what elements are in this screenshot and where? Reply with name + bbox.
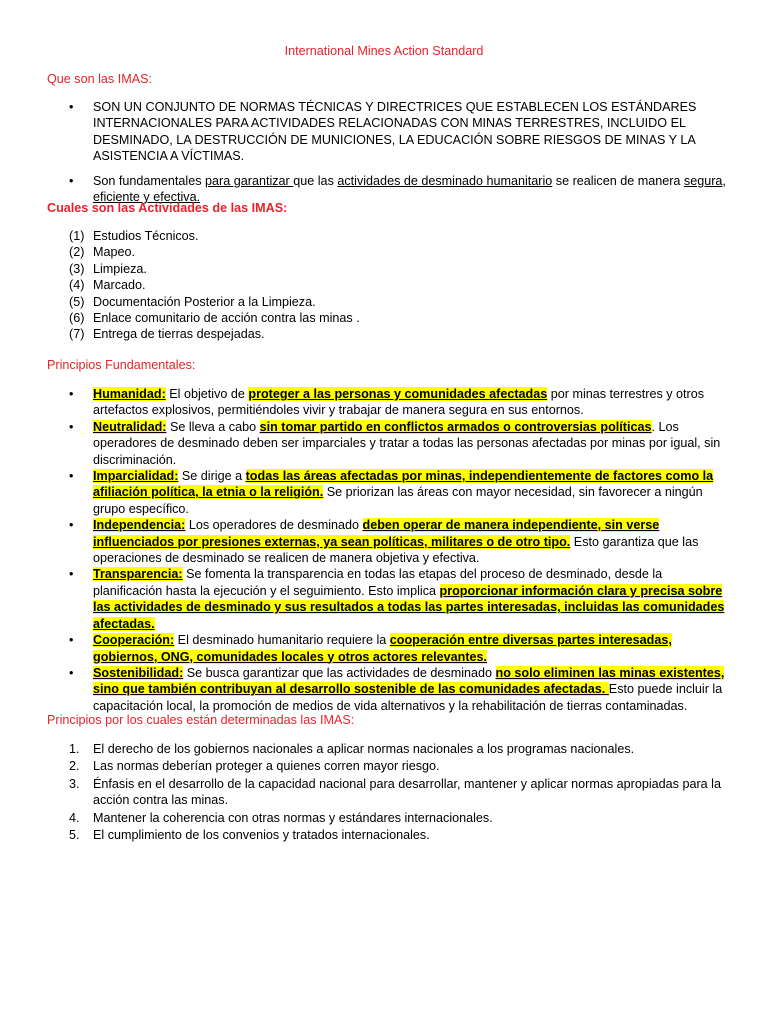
- list-number: (7): [69, 327, 85, 342]
- bullet-icon: [47, 419, 93, 468]
- list-item-text: Estudios Técnicos.: [93, 229, 199, 243]
- heading-que-son: Que son las IMAS:: [47, 72, 152, 86]
- list-item: [47, 326, 727, 342]
- principle-humanidad: • Humanidad: El objetivo de proteger a las personas y comunidades afectadas por minas terrestres y otros artefactos explosivos, permitiéndoles vivir y trabajar de manera segura en sus entornos.: [47, 386, 727, 419]
- bullet-icon: [47, 517, 93, 566]
- principios-list: [47, 386, 727, 714]
- list-number: (4): [69, 278, 85, 293]
- list-item: [47, 310, 727, 326]
- list-item: [47, 741, 727, 757]
- list-number: 1.: [69, 742, 80, 756]
- list-item: [47, 810, 727, 826]
- list-item-text: El derecho de los gobiernos nacionales a aplicar normas nacionales a los programas nacionales.: [93, 742, 635, 756]
- list-number: (1): [69, 229, 85, 243]
- list-item: [47, 261, 727, 277]
- list-number: 3.: [69, 776, 80, 791]
- list-number: (3): [69, 261, 85, 276]
- list-item: • SON UN CONJUNTO DE NORMAS TÉCNICAS Y DIRECTRICES QUE ESTABLECEN LOS ESTÁNDARES INTERNACIONALES PARA ACTIVIDADES RELACIONADAS CON MINAS TERRESTRES, INCLUIDO EL DESMINADO, LA DESTRUCCIÓN DE MUNICIONES, LA EDUCACIÓN SOBRE RIESGOS DE MINAS Y LA ASISTENCIA A VÍCTIMAS.: [47, 99, 727, 165]
- list-item: [47, 244, 727, 260]
- list-item-text: El cumplimiento de los convenios y tratados internacionales.: [93, 828, 430, 843]
- list-number: 4.: [69, 810, 80, 825]
- actividades-list: [47, 228, 727, 343]
- list-item-text: Documentación Posterior a la Limpieza.: [93, 294, 316, 309]
- list-item: [47, 277, 727, 293]
- bullet-icon: [47, 468, 93, 517]
- principle-transparencia: • Transparencia: Se fomenta la transparencia en todas las etapas del proceso de desminado, desde la planificación hasta la ejecución y el seguimiento. Esto implica proporcionar información clara y precisa sobre las actividades de desminado y sus resultados a todas las partes interesadas, incluidas las comunidades afectadas.: [47, 566, 727, 632]
- list-item-text: Mantener la coherencia con otras normas y estándares internacionales.: [93, 810, 493, 825]
- list-number: (5): [69, 294, 85, 309]
- bullet-icon: [47, 566, 93, 632]
- heading-actividades: Cuales son las Actividades de las IMAS:: [47, 201, 288, 215]
- list-item: [47, 827, 727, 843]
- bullet-icon: [47, 632, 93, 665]
- heading-determinadas: Principios por los cuales están determinadas las IMAS:: [47, 713, 355, 727]
- bullet-icon: [47, 386, 93, 419]
- list-number: 5.: [69, 828, 80, 843]
- principle-sostenibilidad: • Sostenibilidad: Se busca garantizar que las actividades de desminado no solo eliminen las minas existentes, sino que también contribuyan al desarrollo sostenible de las comunidades afectadas. Esto puede incluir la capacitación local, la promoción de medios de vida alternativos y la rehabilitación de tierras contaminadas.: [47, 665, 727, 714]
- list-item-text: Marcado.: [93, 278, 146, 293]
- principle-cooperacion: • Cooperación: El desminado humanitario requiere la cooperación entre diversas partes interesadas, gobiernos, ONG, comunidades locales y otros actores relevantes.: [47, 632, 727, 665]
- principle-imparcialidad: • Imparcialidad: Se dirige a todas las áreas afectadas por minas, independientemente de factores como la afiliación política, la etnia o la religión. Se priorizan las áreas con mayor necesidad, sin favorecer a ningún grupo específico.: [47, 468, 727, 517]
- bullet-icon: [47, 665, 93, 714]
- list-item-text: Entrega de tierras despejadas.: [93, 327, 265, 342]
- bullet-icon: [47, 99, 93, 165]
- principle-independencia: • Independencia: Los operadores de desminado deben operar de manera independiente, sin verse influenciados por presiones externas, ya sean políticas, militares o de otro tipo. Esto garantiza que las operaciones de desminado se realicen de manera objetiva y efectiva.: [47, 517, 727, 566]
- list-item: [47, 228, 727, 244]
- document-title: International Mines Action Standard: [284, 44, 484, 58]
- heading-principios: Principios Fundamentales:: [47, 358, 196, 372]
- list-item: [47, 294, 727, 310]
- list-item-text: Mapeo.: [93, 245, 136, 260]
- list-item: • Son fundamentales para garantizar que las actividades de desminado humanitario se realicen de manera segura, eficiente y efectiva.: [47, 173, 727, 206]
- list-item-text: Énfasis en el desarrollo de la capacidad nacional para desarrollar, mantener y aplicar normas apropiadas para la acción contra las minas.: [93, 776, 721, 808]
- list-number: (2): [69, 245, 85, 260]
- list-number: 2.: [69, 759, 80, 774]
- list-item-text: Las normas deberían proteger a quienes corren mayor riesgo.: [93, 759, 440, 774]
- list-item: [47, 758, 727, 774]
- principle-neutralidad: • Neutralidad: Se lleva a cabo sin tomar partido en conflictos armados o controversias políticas. Los operadores de desminado deben ser imparciales y tratar a todas las personas afectadas por minas por igual, sin discriminación.: [47, 419, 727, 468]
- list-number: (6): [69, 311, 85, 326]
- list-item-text: Enlace comunitario de acción contra las minas .: [93, 311, 360, 326]
- list-item-text: Limpieza.: [93, 261, 147, 276]
- determinadas-list: [47, 741, 727, 844]
- list-item: [47, 776, 727, 809]
- que-son-list: [47, 99, 727, 205]
